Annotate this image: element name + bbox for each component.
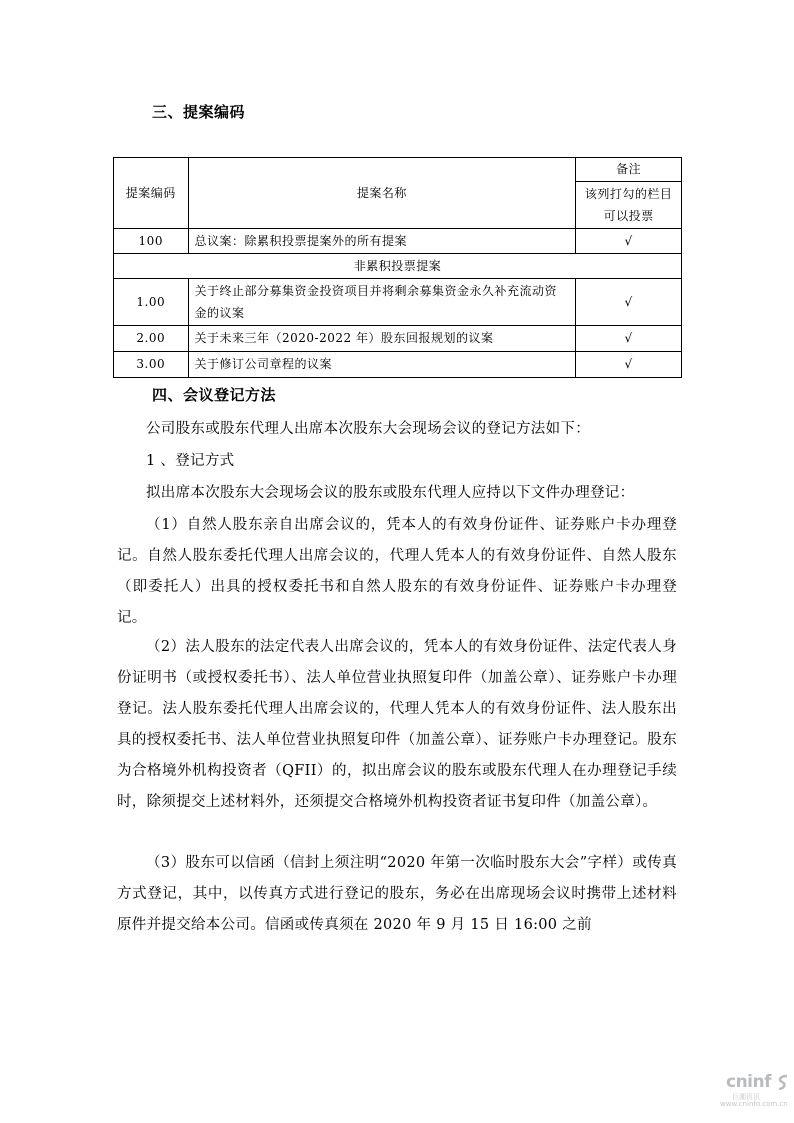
table-row (114, 279, 682, 326)
watermark-cn-name: 巨潮资讯 (732, 1093, 760, 1101)
row-name: 总议案：除累积投票提案外的所有提案 (188, 229, 576, 254)
group-label: 非累积投票提案 (114, 254, 682, 279)
row-name: 关于未来三年（2020-2022 年）股东回报规划的议案 (188, 326, 576, 352)
section-4-heading: 四、会议登记方法 (152, 386, 277, 404)
table-row (114, 229, 682, 254)
row-code: 1.00 (114, 279, 189, 326)
paragraph-2: （2）法人股东的法定代表人出席会议的，凭本人的有效身份证件、法定代表人身份证明书（或授权委托书）、法人单位营业执照复印件（加盖公章）、证券账户卡办理登记。法人股东委托代理人出席会议的，代理人凭本人的有效身份证件、法人股东出具的授权委托书、法人单位营业执照复印件（加盖公章）、证券账户卡办理登记。股东为合格境外机构投资者（QFII）的，拟出席会议的股东或股东代理人在办理登记手续时，除须提交上述材料外，还须提交合格境外机构投资者证书复印件（加盖公章）。 (117, 639, 677, 810)
header-name: 提案名称 (188, 158, 576, 229)
row-name: 关于终止部分募集资金投资项目并将剩余募集资金永久补充流动资金的议案 (188, 279, 576, 326)
row-code: 2.00 (114, 326, 189, 352)
row-check: √ (576, 326, 682, 352)
intro-paragraph: 公司股东或股东代理人出席本次股东大会现场会议的登记方法如下： (146, 421, 590, 437)
watermark-url: www.cninfo.com.cn (720, 1100, 788, 1108)
watermark-swirl-icon (776, 1074, 790, 1092)
table-group-row (114, 254, 682, 279)
watermark-brand: cninf (726, 1072, 772, 1092)
header-note: 备注 (576, 158, 682, 182)
header-code: 提案编码 (114, 158, 189, 229)
row-check: √ (576, 229, 682, 254)
row-check: √ (576, 352, 682, 378)
table-row (114, 352, 682, 378)
item-1-label: 1 、登记方式 (146, 453, 235, 469)
row-name: 关于修订公司章程的议案 (188, 352, 576, 378)
cninfo-watermark-logo (720, 1072, 790, 1112)
table-row (114, 326, 682, 352)
row-code: 100 (114, 229, 189, 254)
lead-paragraph: 拟出席本次股东大会现场会议的股东或股东代理人应持以下文件办理登记： (146, 485, 635, 501)
header-note-sub: 该列打勾的栏目可以投票 (576, 182, 682, 229)
proposal-table (113, 157, 682, 378)
paragraph-1: （1）自然人股东亲自出席会议的，凭本人的有效身份证件、证券账户卡办理登记。自然人股东委托代理人出席会议的，代理人凭本人的有效身份证件、自然人股东（即委托人）出具的授权委托书和自然人股东的有效身份证件、证券账户卡办理登记。 (117, 517, 677, 626)
row-check: √ (576, 279, 682, 326)
section-3-heading: 三、提案编码 (152, 103, 246, 121)
table-header-row (114, 158, 682, 182)
row-code: 3.00 (114, 352, 189, 378)
paragraph-3: （3）股东可以信函（信封上须注明“2020 年第一次临时股东大会”字样）或传真方式登记，其中，以传真方式进行登记的股东，务必在出席现场会议时携带上述材料原件并提交给本公司。信函或传真须在 2020 年 9 月 15 日 16:00 之前 (117, 855, 677, 933)
